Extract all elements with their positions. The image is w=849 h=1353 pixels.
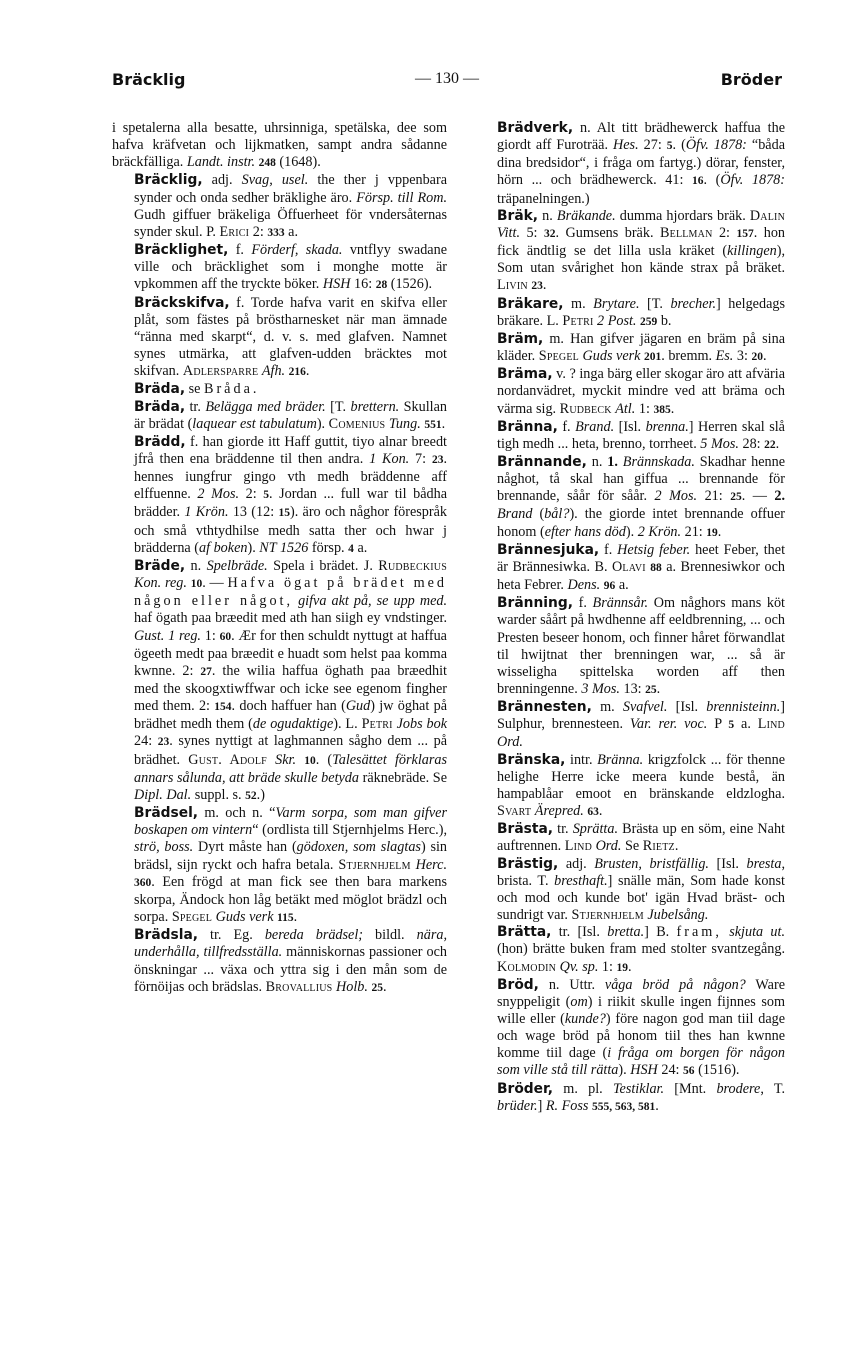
- dictionary-entry: Brästa, tr. Sprätta. Bräsŧa up en söm, eine Naht auftrennen. Lind Ord. Se Rietz.: [497, 821, 785, 855]
- dictionary-entry: Brännesjuka, f. Hetsig feber. heet Feber, thet är Brännesiwka. B. Olavi 88 a. Brennesiwkor och heta Febrer. Dens. 96 a.: [497, 541, 786, 594]
- left-column: [112, 120, 447, 997]
- dictionary-entry: Brädsel, m. och n. “Varm sorpa, som man gifver boskapen om vintern“ (ordlista till Stjernhjelms Herc.), strö, boss. Dyrt måste han (gödoxen, som slagtas) sin brädsl, sijn ryckt och hafra betala. Stjernhjelm Herc. 360. Een frögd at man fick see then bara markens skorpa, Ändock hon låg betäkt med möglot brädzl och sorpa. Spegel Guds verk 115.: [134, 805, 448, 926]
- dictionary-entry: Bränna, f. Brand. [Isl. brenna.] Herren skal slå tigh medh ... heta, brenno, torrheet. 5 Mos. 28: 22.: [497, 418, 785, 452]
- dictionary-entry: Bränska, intr. Bränna. krigzfolck ... för thenne helighe Herre icke meera kunde bestå, än hampablåar emoot en bränskande eldzlogha. Svart Ärepred. 63.: [497, 751, 785, 820]
- dictionary-entry: Bräda, tr. Belägga med bräder. [T. brettern. Skullan är brädat (laquear est tabulatum). Comenius Tung. 551.: [134, 398, 447, 432]
- dictionary-entry: Bräcklig, adj. Svag, usel. the ther j vppenbara synder och onda sedher bräklighe äro. Försp. till Rom. Gudh giffuer bräkeliga Öffuerheet för vndersåternas synder skul. P. Erici 2: 333 a.: [134, 172, 448, 240]
- header-right-catchword: Bröder: [720, 70, 782, 89]
- dictionary-entry: Brädsla, tr. Eg. bereda brädsel; bildl. nära, underhålla, tillfredsställa. människornas passioner och önskningar ... växa och yttra sig i den mån som de förnöijas och brädslas. Brovallius Holb. 25.: [134, 927, 447, 995]
- dictionary-entry: Brätta, tr. [Isl. bretta.] B. fram, skjuta ut. (hon) brätte buken fram med stolter svantzegång. Kolmodin Qv. sp. 1: 19.: [497, 924, 786, 975]
- dictionary-entry: Brädd, f. han giorde itt Haff guttit, tiyo alnar breedt jfrå then ena bräddenne til then andra. 1 Kon. 7: 23. hennes iungfrur gingo vth medh bräddenne aff elffuenne. 2 Mos. 2: 5. Jordan ... full war til bådha brädder. 1 Krön. 13 (12: 15). äro och någhor förespråk och små vthtydhilse medh satta ther och hwar j brädderna (af boken). NT 1526 försp. 4 a.: [134, 433, 448, 556]
- page-number: — 130 —: [415, 70, 479, 87]
- dictionary-entry: Brädverk, n. Alt titt brädhewerck haffua the giordt aff Furoträä. Hes. 27: 5. (Öfv. 1878: “båda dina bredsidor“, i fråga om fartyg.) dörar, fenster, hörn ... och brädhewerck. 41: 16. (Öfv. 1878: träpanelningen.): [497, 120, 785, 207]
- right-column: [475, 120, 785, 1116]
- dictionary-entry: Bräk, n. Bräkande. dumma hjordars bräk. Dalin Vitt. 5: 32. Gumsens bräk. Bellman 2: 157. hon fick ändtlig se det lilla usla kräket (killingen), Som utan svårighet hon kände strax på bräket. Livin 23.: [497, 207, 786, 294]
- dictionary-entry: i spetalerna alla besatte, uhrsinniga, spetälska, dee som hafva kräfvetan och lijkmatken, sampt andra sådanne bräckfälliga. Landt. instr. 248 (1648).: [112, 120, 447, 171]
- dictionary-entry: Bräda, se Bråda.: [134, 381, 257, 398]
- dictionary-entry: Bräma, v. ? inga bärg eller skogar äro att afväria nordanvädret, myckit mindre ved att bräma och värma sig. Rudbeck Atl. 1: 385.: [497, 366, 785, 417]
- header-left-catchword: Bräcklig: [112, 70, 186, 89]
- dictionary-entry: Bräde, n. Spelbräde. Spela i brädet. J. Rudbeckius Kon. reg. 10. — Hafva ögat på brädet med någon eller något, gifva akt på, se upp med. haf ögath paa bræedit med ath han siigh ey vndstinger. Gust. 1 reg. 1: 60. Ær for then schuldt nyttugt at haffua ögeeth medt paa bræedit e huadt som helst paa komma kwnne. 2: 27. the wilia haffua öghath paa bræedhit med the skoogxtiwffwar och icke see egenom fingher med them. 2: 154. doch haffuer han (Gud) jw öghat på brädhet medh them (de ogudaktige). L. Petri Jobs bok 24: 23. synes nyttigt at laghmannen sågho dem ... på brädhet. Gust. Adolf Skr. 10. (Talesättet förklaras annars sålunda, att bräde skulle betyda räknebräde. Se Dipl. Dal. suppl. s. 52.): [134, 557, 448, 803]
- page-header: [112, 70, 782, 92]
- dictionary-entry: Bränning, f. Brännsår. Om någhors mans köt warder såårt på hwdhenne aff eeldbrenning, ... och Presten beseer honom, och finner håret förwandlat til hwijtnat ther brenningen war, ... så är wisseligha spittelska worden aff then brenningenne. 3 Mos. 13: 25.: [497, 595, 785, 697]
- dictionary-entry: Brännesten, m. Svafvel. [Isl. brennisteinn.] Sulphur, brennesteen. Var. rer. voc. P 5 a. Lind Ord.: [497, 699, 785, 751]
- dictionary-entry: Brästig, adj. Brusten, bristfällig. [Isl. bresta, brista. T. bresthaft.] snälle män, Som hade konst och mod och kunde bot' igän Hvad bräst- och sundrigt var. Stjernhjelm Jubelsång.: [497, 855, 785, 924]
- dictionary-entry: Bräcklighet, f. Förderf, skada. vntflyy swadane ville och bräcklighet som i monghe motte är vpkommen aff the tryckte böker. HSH 16: 28 (1526).: [134, 242, 447, 293]
- dictionary-entry: Bräckskifva, f. Torde hafva varit en skifva eller plåt, som fästes på bröstharnesket när man ämnade “ränna med skarpt“, d. v. s. med glafven. Namnet synes utmärka, att glafven-udden bräcktes mot skifvan. Adlersparre Afh. 216.: [134, 294, 447, 380]
- dictionary-entry: Brännande, n. 1. Brännskada. Skadhar henne någhot, tå skal han giffua ... brennande för brennande, såår för såår. 2 Mos. 21: 25. — 2. Brand (bål?). the giorde intet brennande offuer honom (efter hans död). 2 Krön. 21: 19.: [497, 453, 786, 540]
- dictionary-entry: Bröd, n. Uttr. våga bröd på någon? Ware snyppeligit (om) i riikit skulle ingen fijnnes som wille eller (kunde?) före nagon god man tiil dage och wage bröd på honom tiil thes han kwnne komme tiil dage (i fråga om borgen för någon som ville stå till rätta). HSH 24: 56 (1516).: [497, 976, 786, 1079]
- dictionary-entry: Bröder, m. pl. Testiklar. [Mnt. brodere, T. brüder.] R. Foss 555, 563, 581.: [497, 1080, 786, 1114]
- dictionary-entry: Bräm, m. Han gifver jägaren en bräm på sina kläder. Spegel Guds verk 201. bremm. Es. 3: 20.: [497, 330, 785, 365]
- dictionary-entry: Bräkare, m. Brytare. [T. brecher.] helgedags bräkare. L. Petri 2 Post. 259 b.: [497, 295, 785, 329]
